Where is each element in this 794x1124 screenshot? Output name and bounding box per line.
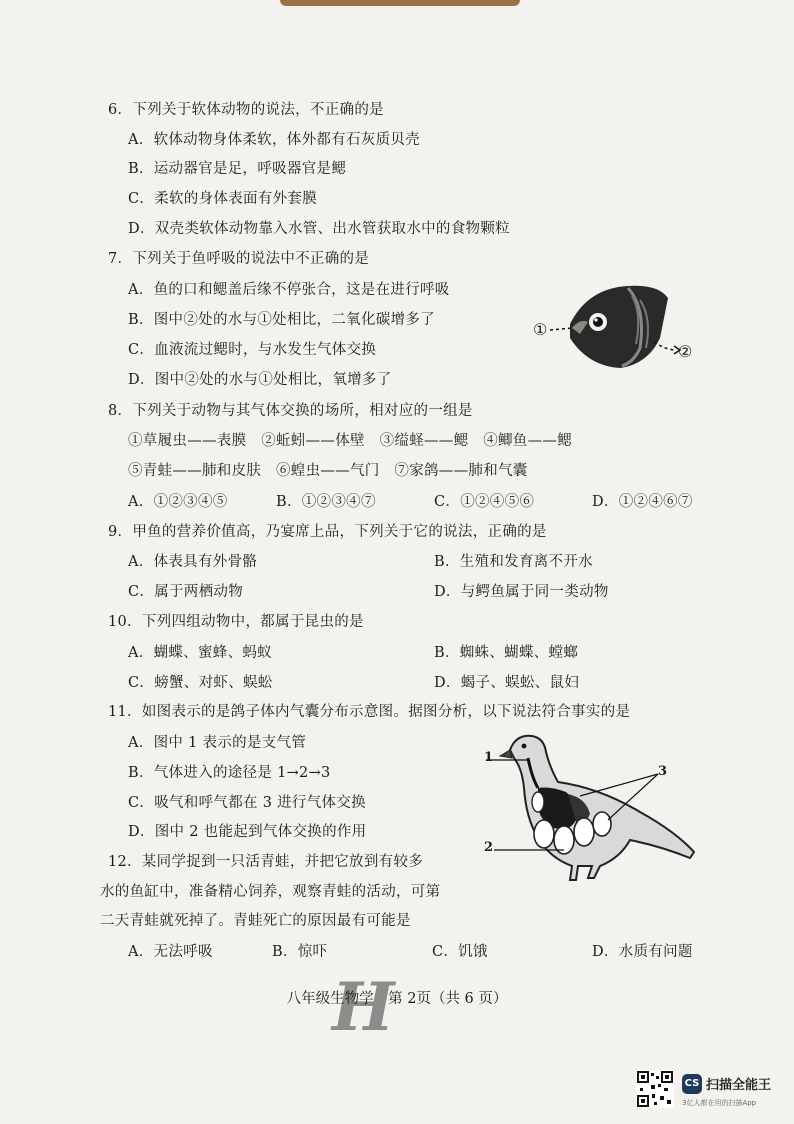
q10-option-c: C．螃蟹、对虾、蜈蚣 — [128, 675, 273, 691]
watermark-letter: H — [332, 968, 395, 1046]
q9-option-a: A．体表具有外骨骼 — [128, 554, 258, 570]
q12-stem-line-1: 12．某同学捉到一只活青蛙，并把它放到有较多 — [108, 854, 424, 870]
q10-option-d: D．蝎子、蜈蚣、鼠妇 — [434, 675, 580, 691]
q10-option-a: A．蝴蝶、蜜蜂、蚂蚁 — [128, 645, 272, 661]
scanner-tagline: 3亿人都在用的扫描App — [682, 1099, 757, 1107]
q12-option-d: D．水质有问题 — [592, 944, 693, 960]
q7-option-d: D．图中②处的水与①处相比，氧增多了 — [128, 372, 392, 388]
q6-option-b: B．运动器官是足，呼吸器官是鳃 — [128, 161, 347, 177]
q11-stem: 11．如图表示的是鸽子体内气囊分布示意图。据图分析，以下说法符合事实的是 — [108, 704, 631, 720]
q8-option-a: A．①②③④⑤ — [128, 494, 228, 510]
qr-code-icon — [636, 1070, 674, 1108]
q8-option-c: C．①②④⑤⑥ — [434, 494, 535, 510]
pigeon-label-1: 1 — [484, 750, 494, 765]
fish-label-2: ② — [678, 342, 693, 361]
q11-option-b: B．气体进入的途径是 1→2→3 — [128, 765, 331, 781]
q12-option-b: B．惊吓 — [272, 944, 328, 960]
q11-option-a: A．图中 1 表示的是支气管 — [128, 735, 307, 751]
q8-option-b: B．①②③④⑦ — [276, 494, 376, 510]
q9-option-c: C．属于两栖动物 — [128, 584, 243, 600]
q9-option-b: B．生殖和发育离不开水 — [434, 554, 593, 570]
q9-stem: 9．甲鱼的营养价值高，乃宴席上品，下列关于它的说法，正确的是 — [108, 524, 547, 540]
q12-option-a: A．无法呼吸 — [128, 944, 213, 960]
q8-list-line-2: ⑤青蛙——肺和皮肤 ⑥蝗虫——气门 ⑦家鸽——肺和气囊 — [128, 463, 528, 479]
q10-option-b: B．蜘蛛、蝴蝶、螳螂 — [434, 645, 579, 661]
q7-option-a: A．鱼的口和鳃盖后缘不停张合，这是在进行呼吸 — [128, 282, 450, 298]
q11-option-d: D．图中 2 也能起到气体交换的作用 — [128, 824, 367, 840]
fish-label-1: ① — [533, 320, 548, 339]
pigeon-air-sac-figure — [480, 728, 700, 892]
q7-option-b: B．图中②处的水与①处相比，二氧化碳增多了 — [128, 312, 435, 328]
q12-option-c: C．饥饿 — [432, 944, 488, 960]
scanner-logo-icon: CS — [682, 1074, 702, 1094]
q9-option-d: D．与鳄鱼属于同一类动物 — [434, 584, 609, 600]
q6-stem: 6．下列关于软体动物的说法，不正确的是 — [108, 102, 384, 118]
q8-option-d: D．①②④⑥⑦ — [592, 494, 693, 510]
q6-option-a: A．软体动物身体柔软，体外都有石灰质贝壳 — [128, 132, 420, 148]
top-binding-strip — [280, 0, 520, 6]
pigeon-label-2: 2 — [484, 840, 494, 855]
q8-stem: 8．下列关于动物与其气体交换的场所，相对应的一组是 — [108, 403, 473, 419]
q7-option-c: C．血液流过鳃时，与水发生气体交换 — [128, 342, 377, 358]
q7-stem: 7．下列关于鱼呼吸的说法中不正确的是 — [108, 251, 370, 267]
fish-head-figure — [528, 278, 708, 378]
q10-stem: 10．下列四组动物中，都属于昆虫的是 — [108, 614, 364, 630]
pigeon-label-3: 3 — [658, 764, 668, 779]
q11-option-c: C．吸气和呼气都在 3 进行气体交换 — [128, 795, 366, 811]
q12-stem-line-3: 二天青蛙就死掉了。青蛙死亡的原因最有可能是 — [100, 913, 411, 929]
q8-list-line-1: ①草履虫——表膜 ②蚯蚓——体壁 ③缢蛏——鳃 ④鲫鱼——鳃 — [128, 433, 572, 449]
page-footer: 八年级生物学 第 2页（共 6 页） — [286, 991, 508, 1007]
q6-option-d: D．双壳类软体动物靠入水管、出水管获取水中的食物颗粒 — [128, 221, 510, 237]
scanner-brand: 扫描全能王 — [706, 1078, 772, 1093]
q12-stem-line-2: 水的鱼缸中，准备精心饲养，观察青蛙的活动，可第 — [100, 884, 441, 900]
q6-option-c: C．柔软的身体表面有外套膜 — [128, 191, 317, 207]
